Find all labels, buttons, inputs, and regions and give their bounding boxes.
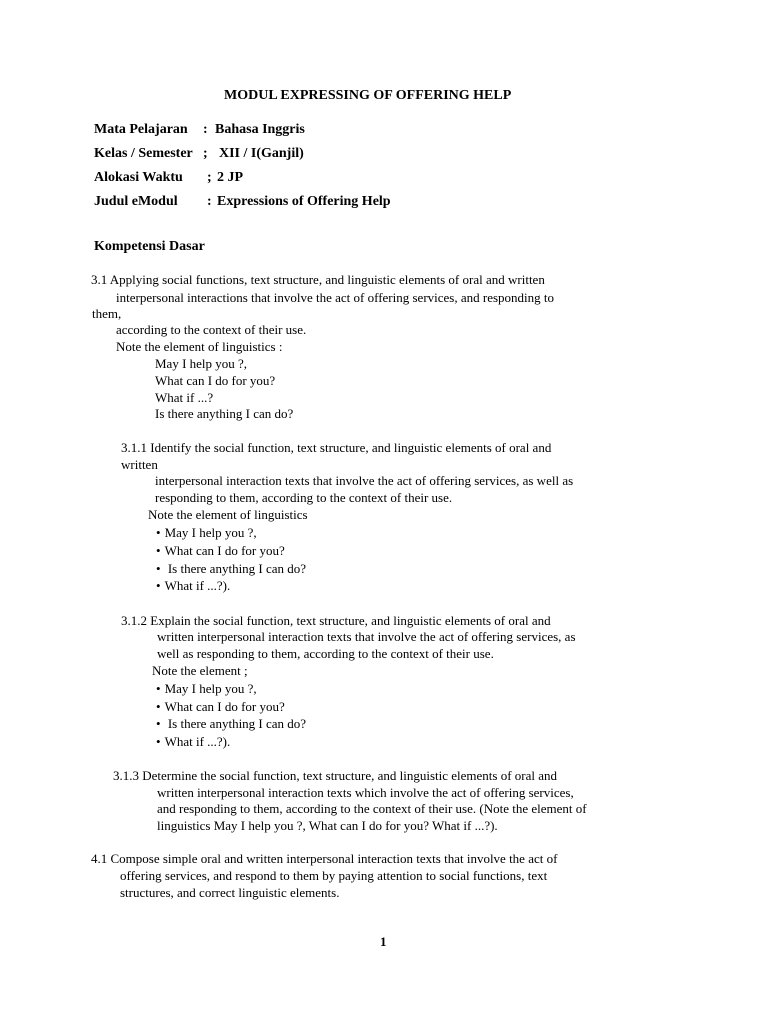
list-item: • What can I do for you?: [156, 700, 285, 713]
s311-line: written: [121, 457, 158, 472]
s312-line: well as responding to them, according to the context of their use.: [157, 646, 494, 661]
list-item: • Is there anything I can do?: [156, 717, 306, 730]
s31-line: 3.1 Applying social functions, text structure, and linguistic elements of oral and written: [91, 272, 545, 287]
s311-line: responding to them, according to the context of their use.: [155, 490, 453, 505]
s31-line: according to the context of their use.: [116, 322, 307, 337]
s312-line: written interpersonal interaction texts that involve the act of offering services, as: [157, 629, 576, 644]
s313-line: and responding to them, according to the context of their use. (Note the element of: [157, 801, 587, 816]
kd-heading: Kompetensi Dasar: [94, 239, 205, 254]
list-item: • May I help you ?,: [156, 682, 257, 695]
meta-time-value: 2 JP: [217, 170, 244, 185]
s313-line: 3.1.3 Determine the social function, text structure, and linguistic elements of oral and: [113, 768, 558, 783]
meta-title-sep: :: [207, 194, 212, 209]
meta-class-sep: ;: [203, 146, 208, 161]
meta-time-sep: ;: [207, 170, 212, 185]
meta-class-label: Kelas / Semester: [94, 146, 193, 161]
list-item: • What if ...?).: [156, 579, 230, 592]
meta-time-label: Alokasi Waktu: [94, 170, 183, 185]
meta-subject-value: Bahasa Inggris: [215, 122, 305, 137]
page-number: 1: [380, 934, 387, 949]
document-title: MODUL EXPRESSING OF OFFERING HELP: [224, 88, 512, 103]
s31-note: Note the element of linguistics :: [116, 339, 283, 354]
s313-line: written interpersonal interaction texts which involve the act of offering services,: [157, 785, 574, 800]
s311-note: Note the element of linguistics: [148, 507, 308, 522]
meta-subject-sep: :: [203, 122, 208, 137]
s31-line: interpersonal interactions that involve the act of offering services, and responding to: [116, 290, 555, 305]
s311-line: interpersonal interaction texts that involve the act of offering services, as well as: [155, 473, 574, 488]
s41-line: structures, and correct linguistic elements.: [120, 885, 340, 900]
s41-line: offering services, and respond to them by paying attention to social functions, text: [120, 868, 548, 883]
list-item: • May I help you ?,: [156, 526, 257, 539]
list-item: What if ...?: [155, 390, 214, 405]
s31-line: them,: [92, 306, 122, 321]
meta-title-label: Judul eModul: [94, 194, 178, 209]
s41-line: 4.1 Compose simple oral and written interpersonal interaction texts that involve the act of: [91, 851, 558, 866]
list-item: What can I do for you?: [155, 373, 276, 388]
list-item: • What can I do for you?: [156, 544, 285, 557]
meta-class-value: XII / I(Ganjil): [219, 146, 304, 161]
list-item: May I help you ?,: [155, 356, 248, 371]
s311-line: 3.1.1 Identify the social function, text structure, and linguistic elements of oral and: [121, 440, 552, 455]
meta-title-value: Expressions of Offering Help: [217, 194, 391, 209]
list-item: Is there anything I can do?: [155, 406, 294, 421]
list-item: • Is there anything I can do?: [156, 562, 306, 575]
s312-note: Note the element ;: [152, 663, 248, 678]
s312-line: 3.1.2 Explain the social function, text structure, and linguistic elements of oral and: [121, 613, 551, 628]
list-item: • What if ...?).: [156, 735, 230, 748]
meta-subject-label: Mata Pelajaran: [94, 122, 188, 137]
s313-line: linguistics May I help you ?, What can I do for you? What if ...?).: [157, 818, 498, 833]
